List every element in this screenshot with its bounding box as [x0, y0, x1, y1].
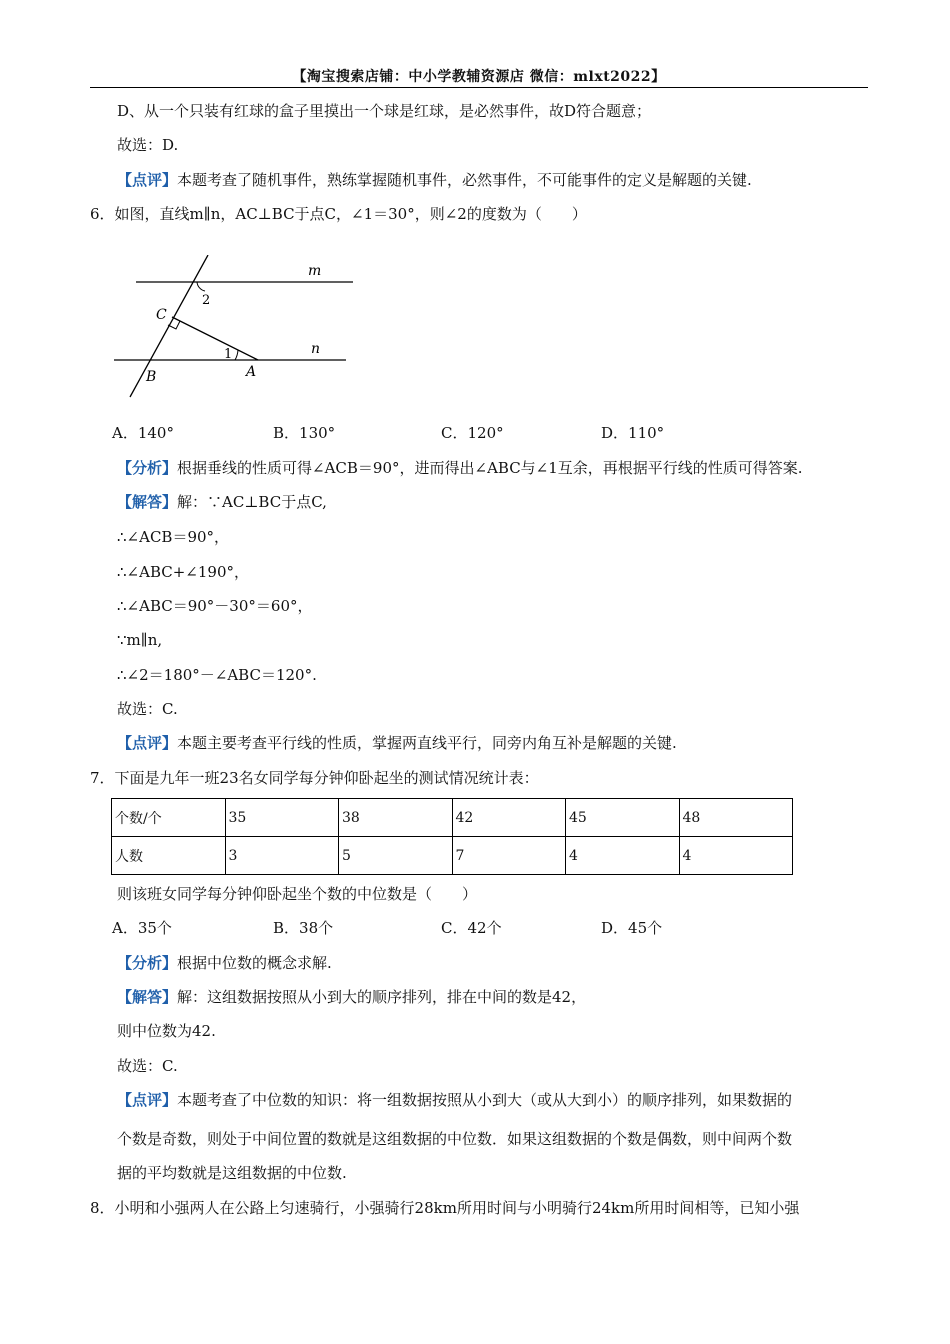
label-angle-1: 1 — [224, 347, 233, 362]
table-cell: 38 — [339, 799, 453, 837]
angle-2-arc — [197, 282, 205, 291]
line-ca — [172, 317, 258, 360]
q7-stem: 7．下面是九年一班23名女同学每分钟仰卧起坐的测试情况统计表： — [90, 769, 539, 787]
q6-option-b: B．130° — [273, 424, 336, 442]
q6-comment — [117, 733, 677, 753]
q8-stem: 8．小明和小强两人在公路上匀速骑行，小强骑行28km所用时间与小明骑行24km所用时间相等，已知小强 — [90, 1199, 800, 1217]
q6-stem: 6．如图，直线m∥n，AC⊥BC于点C，∠1＝30°，则∠2的度数为（ ） — [90, 205, 587, 223]
q7-stats-table — [111, 798, 793, 875]
q6-solution-line: ∵m∥n, — [117, 631, 163, 649]
q5-option-d-analysis: D、从一个只装有红球的盒子里摸出一个球是红球，是必然事件，故D符合题意； — [117, 102, 652, 120]
comment-tag: 【点评】 — [117, 1091, 178, 1109]
angle-1-arc — [235, 350, 238, 360]
table-cell: 42 — [452, 799, 566, 837]
solution-text: 解：∵AC⊥BC于点C, — [177, 493, 327, 511]
page-header: 【淘宝搜索店铺：中小学教辅资源店 微信：mlxt2022】 — [292, 69, 666, 85]
label-c: C — [156, 307, 167, 323]
q7-question: 则该班女同学每分钟仰卧起坐个数的中位数是（ ） — [117, 885, 478, 903]
q6-analysis — [117, 458, 803, 478]
q6-option-c: C．120° — [441, 424, 504, 442]
table-cell: 4 — [566, 837, 680, 875]
label-m: m — [308, 263, 322, 279]
q7-option-b: B．38个 — [273, 919, 334, 937]
table-cell: 人数 — [112, 837, 226, 875]
solution-tag: 【解答】 — [117, 988, 178, 1006]
q6-solution-line: ∴∠2＝180°－∠ABC＝120°. — [117, 666, 317, 684]
q7-option-a: A．35个 — [112, 919, 172, 937]
q6-choice: 故选：C. — [117, 700, 178, 718]
q6-solution-line — [117, 492, 327, 512]
q7-option-d: D．45个 — [601, 919, 663, 937]
analysis-tag: 【分析】 — [117, 954, 178, 972]
table-cell: 3 — [225, 837, 339, 875]
comment-text: 本题考查了中位数的知识：将一组数据按照从小到大（或从大到小）的顺序排列，如果数据的 — [177, 1091, 793, 1109]
q6-geometry-figure — [110, 255, 370, 415]
q6-solution-line: ∴∠ABC＝90°－30°＝60°， — [117, 597, 313, 615]
comment-text: 本题考查了随机事件，熟练掌握随机事件，必然事件，不可能事件的定义是解题的关键. — [177, 171, 752, 189]
q7-solution-line — [117, 987, 586, 1007]
q7-comment — [117, 1090, 792, 1110]
table-cell: 7 — [452, 837, 566, 875]
label-a: A — [246, 364, 257, 380]
label-n: n — [311, 341, 321, 357]
q5-choice: 故选：D. — [117, 136, 179, 154]
analysis-text: 根据垂线的性质可得∠ACB＝90°，进而得出∠ABC与∠1互余，再根据平行线的性质可得答案. — [177, 459, 803, 477]
q7-option-c: C．42个 — [441, 919, 502, 937]
table-cell: 48 — [679, 799, 793, 837]
table-cell: 个数/个 — [112, 799, 226, 837]
comment-tag: 【点评】 — [117, 734, 178, 752]
label-angle-2: 2 — [202, 293, 211, 308]
q6-option-a: A．140° — [112, 424, 174, 442]
q7-solution-line: 则中位数为42. — [117, 1022, 216, 1040]
q6-solution-line: ∴∠ACB＝90°， — [117, 528, 230, 546]
analysis-text: 根据中位数的概念求解. — [177, 954, 332, 972]
q7-analysis — [117, 953, 332, 973]
table-cell: 5 — [339, 837, 453, 875]
header-rule — [90, 87, 868, 88]
q7-choice: 故选：C. — [117, 1057, 178, 1075]
table-row — [112, 799, 793, 837]
q5-comment — [117, 170, 752, 190]
table-row — [112, 837, 793, 875]
table-cell: 35 — [225, 799, 339, 837]
solution-text: 解：这组数据按照从小到大的顺序排列，排在中间的数是42， — [177, 988, 587, 1006]
label-b: B — [146, 369, 157, 385]
solution-tag: 【解答】 — [117, 493, 178, 511]
analysis-tag: 【分析】 — [117, 459, 178, 477]
table-cell: 4 — [679, 837, 793, 875]
q6-solution-line: ∴∠ABC+∠190°， — [117, 563, 249, 581]
q7-comment-line: 据的平均数就是这组数据的中位数. — [117, 1164, 347, 1182]
q6-option-d: D．110° — [601, 424, 665, 442]
q7-comment-line: 个数是奇数，则处于中间位置的数就是这组数据的中位数．如果这组数据的个数是偶数，则中间两个数 — [117, 1130, 793, 1148]
comment-tag: 【点评】 — [117, 171, 178, 189]
comment-text: 本题主要考查平行线的性质，掌握两直线平行，同旁内角互补是解题的关键. — [177, 734, 677, 752]
table-cell: 45 — [566, 799, 680, 837]
